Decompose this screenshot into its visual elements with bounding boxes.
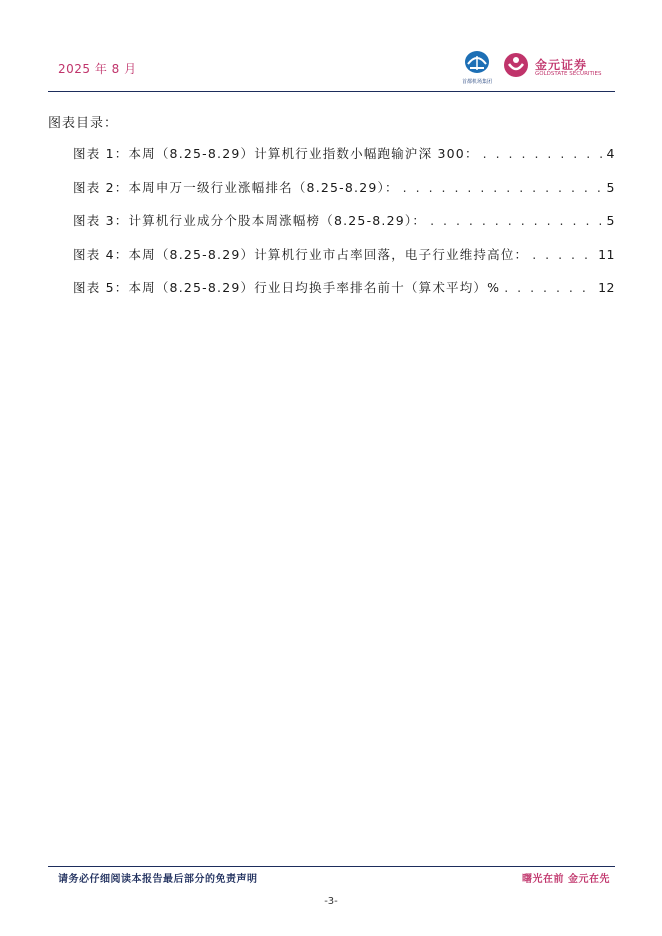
toc-leader-dots — [426, 213, 604, 228]
toc-entry-title: 本周申万一级行业涨幅排名（8.25-8.29）： — [128, 179, 399, 195]
toc-entry-title: 本周（8.25-8.29）计算机行业指数小幅跑输沪深 300： — [128, 146, 479, 161]
footer-slogan: 曙光在前 金元在先 — [522, 874, 610, 885]
toc-leader-dots — [528, 247, 596, 262]
toc-entry-label: 图表 4： — [73, 246, 129, 262]
toc-entry-page: 5 — [606, 213, 615, 229]
goldstate-logo-name: 金元证券 — [535, 58, 588, 72]
goldstate-logo-english: GOLDSTATE SECURITIES — [535, 71, 602, 77]
toc-entry-page: 4 — [606, 146, 615, 161]
toc-entry-page: 11 — [598, 246, 615, 262]
airport-group-caption: 首都机场集团 — [461, 79, 492, 85]
toc-entry-title: 本周（8.25-8.29）计算机行业市占率回落，电子行业维持高位： — [128, 246, 529, 262]
toc-leader-dots — [399, 180, 605, 195]
header-logos — [455, 48, 615, 88]
toc-leader-dots — [479, 146, 605, 161]
toc-entry-label: 图表 3： — [73, 213, 129, 229]
toc-entry-title: 计算机行业成分个股本周涨幅榜（8.25-8.29）： — [128, 213, 427, 229]
toc-entry-page: 5 — [606, 179, 615, 195]
toc-entry-label: 图表 1： — [73, 146, 129, 161]
page-number: -3- — [324, 896, 338, 907]
toc-entry[interactable] — [73, 144, 615, 161]
goldstate-logo-icon — [503, 52, 529, 78]
toc-entry[interactable] — [73, 278, 615, 296]
toc-leader-dots — [500, 280, 596, 295]
toc-entry[interactable] — [73, 178, 615, 195]
toc-entry-label: 图表 5： — [73, 280, 129, 296]
header-divider — [48, 91, 615, 92]
toc-entry[interactable] — [73, 211, 615, 229]
toc-entry-title: 本周（8.25-8.29）行业日均换手率排名前十（算术平均）% — [128, 280, 501, 296]
toc-entry[interactable] — [73, 245, 615, 262]
toc-list — [73, 144, 615, 312]
toc-entry-label: 图表 2： — [73, 179, 129, 195]
report-date: 2025 年 8 月 — [58, 62, 137, 76]
toc-title: 图表目录： — [48, 116, 119, 131]
footer-divider — [48, 866, 615, 867]
footer-disclaimer: 请务必仔细阅读本报告最后部分的免责声明 — [58, 874, 258, 885]
toc-entry-page: 12 — [598, 280, 615, 296]
